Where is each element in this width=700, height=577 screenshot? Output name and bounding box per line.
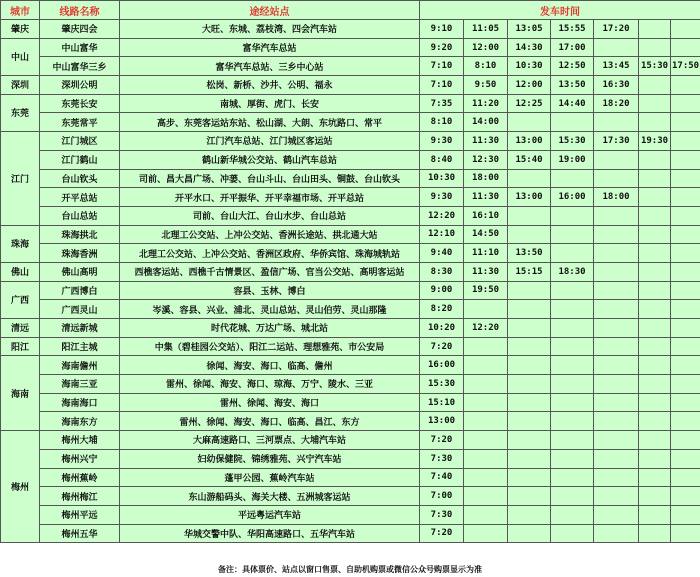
departure-time-cell	[639, 225, 671, 244]
departure-time-cell	[639, 337, 671, 356]
table-row	[1, 132, 700, 151]
departure-time-cell	[508, 300, 551, 319]
departure-time-cell: 8:10	[420, 113, 464, 132]
departure-time-cell: 7:20	[420, 524, 464, 543]
departure-time-cell	[671, 375, 700, 394]
route-cell: 广西灵山	[40, 300, 120, 319]
departure-time-cell: 15:30	[639, 57, 671, 76]
departure-time-cell	[551, 300, 594, 319]
stops-cell: 蓬甲公园、蕉岭汽车站	[120, 468, 420, 487]
city-cell: 广西	[1, 281, 40, 318]
route-cell: 梅州梅江	[40, 487, 120, 506]
departure-time-cell: 9:00	[420, 281, 464, 300]
departure-time-cell	[464, 505, 508, 524]
departure-time-cell	[594, 319, 639, 338]
departure-time-cell	[508, 524, 551, 543]
departure-time-cell	[639, 412, 671, 431]
departure-time-cell: 17:30	[594, 132, 639, 151]
city-cell: 江门	[1, 132, 40, 225]
stops-cell: 雷州、徐闻、海安、海口、琼海、万宁、陵水、三亚	[120, 375, 420, 394]
departure-time-cell	[594, 337, 639, 356]
departure-time-cell: 9:30	[420, 188, 464, 207]
departure-time-cell	[639, 38, 671, 57]
departure-time-cell	[594, 281, 639, 300]
departure-time-cell: 11:05	[464, 20, 508, 39]
departure-time-cell	[594, 206, 639, 225]
stops-cell: 大旺、东城、荔枝湾、四会汽车站	[120, 20, 420, 39]
departure-time-cell	[639, 281, 671, 300]
departure-time-cell: 10:30	[508, 57, 551, 76]
stops-cell: 北理工公交站、上冲公交站、香洲长途站、拱北通大站	[120, 225, 420, 244]
route-cell: 广西博白	[40, 281, 120, 300]
table-row	[1, 169, 700, 188]
stops-cell: 司前、台山大江、台山水步、台山总站	[120, 206, 420, 225]
city-cell: 海南	[1, 356, 40, 431]
route-cell: 深圳公明	[40, 76, 120, 95]
departure-time-cell: 10:30	[420, 169, 464, 188]
departure-time-cell	[671, 38, 700, 57]
departure-time-cell	[551, 524, 594, 543]
departure-time-cell: 9:30	[420, 132, 464, 151]
departure-time-cell: 16:30	[594, 76, 639, 95]
departure-time-cell	[639, 393, 671, 412]
departure-time-cell	[464, 412, 508, 431]
departure-time-cell	[551, 412, 594, 431]
departure-time-cell	[508, 412, 551, 431]
departure-time-cell: 7:35	[420, 94, 464, 113]
stops-cell: 中集（碧桂园公交站）、阳江二运站、理想雅苑、市公安局	[120, 337, 420, 356]
stops-cell: 富华汽车总站	[120, 38, 420, 57]
departure-time-cell	[671, 94, 700, 113]
departure-time-cell	[464, 487, 508, 506]
route-cell: 江门城区	[40, 132, 120, 151]
route-cell: 珠海香洲	[40, 244, 120, 263]
departure-time-cell: 14:40	[551, 94, 594, 113]
departure-time-cell	[551, 505, 594, 524]
departure-time-cell: 18:30	[551, 262, 594, 281]
departure-time-cell	[464, 431, 508, 450]
departure-time-cell	[551, 449, 594, 468]
city-cell: 深圳	[1, 76, 40, 95]
city-cell: 珠海	[1, 225, 40, 262]
departure-time-cell: 14:30	[508, 38, 551, 57]
departure-time-cell: 7:30	[420, 505, 464, 524]
stops-cell: 华城交警中队、华阳高速路口、五华汽车站	[120, 524, 420, 543]
stops-cell: 雷州、徐闻、海安、海口	[120, 393, 420, 412]
departure-time-cell: 13:50	[508, 244, 551, 263]
table-row	[1, 319, 700, 338]
departure-time-cell	[508, 375, 551, 394]
departure-time-cell	[639, 169, 671, 188]
departure-time-cell: 19:30	[639, 132, 671, 151]
departure-time-cell	[464, 468, 508, 487]
departure-time-cell	[671, 225, 700, 244]
footer-note: 备注：具体票价、站点以窗口售票、自助机购票或微信公众号购票显示为准	[0, 562, 700, 577]
departure-time-cell	[671, 169, 700, 188]
table-row	[1, 206, 700, 225]
stops-cell: 富华汽车总站、三乡中心站	[120, 57, 420, 76]
departure-time-cell	[551, 225, 594, 244]
departure-time-cell: 8:10	[464, 57, 508, 76]
header-row	[1, 1, 700, 20]
departure-time-cell: 12:50	[551, 57, 594, 76]
departure-time-cell	[508, 206, 551, 225]
departure-time-cell	[551, 206, 594, 225]
departure-time-cell	[671, 319, 700, 338]
departure-time-cell	[639, 375, 671, 394]
table-row	[1, 505, 700, 524]
departure-time-cell: 18:00	[464, 169, 508, 188]
departure-time-cell	[639, 319, 671, 338]
table-row	[1, 431, 700, 450]
departure-time-cell	[551, 356, 594, 375]
departure-time-cell	[671, 356, 700, 375]
departure-time-cell: 14:50	[464, 225, 508, 244]
departure-time-cell: 16:00	[420, 356, 464, 375]
route-cell: 中山富华	[40, 38, 120, 57]
departure-time-cell	[551, 337, 594, 356]
route-cell: 梅州平远	[40, 505, 120, 524]
departure-time-cell	[671, 449, 700, 468]
route-cell: 清远新城	[40, 319, 120, 338]
route-cell: 海南三亚	[40, 375, 120, 394]
departure-time-cell	[464, 356, 508, 375]
stops-cell: 时代花城、万达广场、城北站	[120, 319, 420, 338]
departure-time-cell: 12:00	[508, 76, 551, 95]
departure-time-cell	[594, 169, 639, 188]
table-row	[1, 113, 700, 132]
departure-time-cell: 7:20	[420, 337, 464, 356]
stops-cell: 雷州、徐闻、海安、海口、临高、昌江、东方	[120, 412, 420, 431]
city-cell: 肇庆	[1, 20, 40, 39]
table-row	[1, 225, 700, 244]
schedule-body	[1, 20, 700, 543]
stops-cell: 司前、昌大昌广场、冲蒌、台山斗山、台山田头、铜鼓、台山钦头	[120, 169, 420, 188]
departure-time-cell	[508, 487, 551, 506]
departure-time-cell	[639, 206, 671, 225]
departure-time-cell	[594, 244, 639, 263]
departure-time-cell: 7:00	[420, 487, 464, 506]
departure-time-cell	[594, 449, 639, 468]
departure-time-cell: 7:40	[420, 468, 464, 487]
city-cell: 佛山	[1, 262, 40, 281]
departure-time-cell	[508, 468, 551, 487]
route-cell: 珠海拱北	[40, 225, 120, 244]
departure-time-cell	[671, 393, 700, 412]
departure-time-cell	[594, 431, 639, 450]
departure-time-cell: 17:50	[671, 57, 700, 76]
departure-time-cell	[671, 487, 700, 506]
departure-time-cell	[551, 431, 594, 450]
departure-time-cell	[551, 169, 594, 188]
route-cell: 海南东方	[40, 412, 120, 431]
departure-time-cell	[594, 150, 639, 169]
route-cell: 肇庆四会	[40, 20, 120, 39]
departure-time-cell: 18:00	[594, 188, 639, 207]
route-cell: 梅州大埔	[40, 431, 120, 450]
departure-time-cell	[508, 505, 551, 524]
departure-time-cell: 13:45	[594, 57, 639, 76]
departure-time-cell	[639, 20, 671, 39]
departure-time-cell	[671, 431, 700, 450]
route-cell: 东莞长安	[40, 94, 120, 113]
route-cell: 台山钦头	[40, 169, 120, 188]
departure-time-cell: 16:00	[551, 188, 594, 207]
departure-time-cell: 13:00	[508, 132, 551, 151]
departure-time-cell: 11:10	[464, 244, 508, 263]
departure-time-cell: 8:20	[420, 300, 464, 319]
departure-time-cell	[671, 206, 700, 225]
departure-time-cell	[671, 505, 700, 524]
departure-time-cell: 7:10	[420, 57, 464, 76]
departure-time-cell: 12:20	[464, 319, 508, 338]
departure-time-cell: 11:20	[464, 94, 508, 113]
table-row	[1, 281, 700, 300]
header-route: 线路名称	[40, 1, 120, 20]
departure-time-cell: 12:00	[464, 38, 508, 57]
departure-time-cell	[551, 393, 594, 412]
route-cell: 东莞常平	[40, 113, 120, 132]
table-row	[1, 468, 700, 487]
table-row	[1, 20, 700, 39]
departure-time-cell	[508, 113, 551, 132]
stops-cell: 开平水口、开平振华、开平幸福市场、开平总站	[120, 188, 420, 207]
departure-time-cell: 15:15	[508, 262, 551, 281]
departure-time-cell	[639, 468, 671, 487]
table-row	[1, 57, 700, 76]
departure-time-cell: 8:30	[420, 262, 464, 281]
departure-time-cell	[464, 524, 508, 543]
stops-cell: 南城、厚街、虎门、长安	[120, 94, 420, 113]
table-row	[1, 487, 700, 506]
departure-time-cell	[551, 375, 594, 394]
stops-cell: 岑溪、容县、兴业、浦北、灵山总站、灵山伯劳、灵山那隆	[120, 300, 420, 319]
departure-time-cell	[639, 431, 671, 450]
departure-time-cell	[594, 300, 639, 319]
table-row	[1, 356, 700, 375]
departure-time-cell	[639, 262, 671, 281]
departure-time-cell	[508, 319, 551, 338]
departure-time-cell	[671, 300, 700, 319]
stops-cell: 平远粤运汽车站	[120, 505, 420, 524]
departure-time-cell	[594, 262, 639, 281]
departure-time-cell	[671, 524, 700, 543]
table-row	[1, 300, 700, 319]
departure-time-cell: 7:20	[420, 431, 464, 450]
departure-time-cell: 17:20	[594, 20, 639, 39]
departure-time-cell	[464, 337, 508, 356]
departure-time-cell	[464, 393, 508, 412]
header-times: 发车时间	[420, 1, 700, 20]
departure-time-cell	[508, 356, 551, 375]
stops-cell: 大麻高速路口、三河票点、大埔汽车站	[120, 431, 420, 450]
stops-cell: 鹤山新华城公交站、鹤山汽车总站	[120, 150, 420, 169]
departure-time-cell: 12:30	[464, 150, 508, 169]
departure-time-cell	[594, 412, 639, 431]
header-stops: 途经站点	[120, 1, 420, 20]
departure-time-cell: 15:10	[420, 393, 464, 412]
departure-time-cell	[594, 393, 639, 412]
departure-time-cell	[639, 505, 671, 524]
departure-time-cell: 13:00	[508, 188, 551, 207]
departure-time-cell	[639, 113, 671, 132]
departure-time-cell	[594, 468, 639, 487]
departure-time-cell	[594, 38, 639, 57]
stops-cell: 容县、玉林、博白	[120, 281, 420, 300]
departure-time-cell: 9:20	[420, 38, 464, 57]
departure-time-cell	[464, 375, 508, 394]
route-cell: 梅州蕉岭	[40, 468, 120, 487]
city-cell: 中山	[1, 38, 40, 75]
table-row	[1, 412, 700, 431]
departure-time-cell: 9:10	[420, 20, 464, 39]
departure-time-cell	[671, 468, 700, 487]
departure-time-cell: 15:55	[551, 20, 594, 39]
departure-time-cell: 13:05	[508, 20, 551, 39]
departure-time-cell	[594, 356, 639, 375]
departure-time-cell	[508, 449, 551, 468]
table-row	[1, 150, 700, 169]
departure-time-cell: 12:10	[420, 225, 464, 244]
city-cell: 梅州	[1, 431, 40, 543]
departure-time-cell	[508, 431, 551, 450]
departure-time-cell	[551, 281, 594, 300]
departure-time-cell	[639, 487, 671, 506]
table-row	[1, 524, 700, 543]
departure-time-cell	[671, 337, 700, 356]
departure-time-cell	[594, 505, 639, 524]
departure-time-cell	[594, 524, 639, 543]
table-row	[1, 94, 700, 113]
route-cell: 台山总站	[40, 206, 120, 225]
route-cell: 梅州五华	[40, 524, 120, 543]
city-cell: 东莞	[1, 94, 40, 131]
departure-time-cell: 13:00	[420, 412, 464, 431]
route-cell: 海南儋州	[40, 356, 120, 375]
departure-time-cell	[671, 188, 700, 207]
table-row	[1, 188, 700, 207]
departure-time-cell: 19:50	[464, 281, 508, 300]
departure-time-cell: 7:30	[420, 449, 464, 468]
departure-time-cell	[639, 150, 671, 169]
departure-time-cell: 10:20	[420, 319, 464, 338]
departure-time-cell	[639, 300, 671, 319]
departure-time-cell	[639, 524, 671, 543]
departure-time-cell: 7:10	[420, 76, 464, 95]
departure-time-cell: 15:30	[551, 132, 594, 151]
departure-time-cell: 11:30	[464, 262, 508, 281]
departure-time-cell	[508, 281, 551, 300]
table-row	[1, 244, 700, 263]
departure-time-cell	[508, 225, 551, 244]
departure-time-cell	[639, 449, 671, 468]
departure-time-cell: 12:20	[420, 206, 464, 225]
departure-time-cell	[671, 132, 700, 151]
stops-cell: 西樵客运站、西樵千古情景区、盈信广场、官当公交站、高明客运站	[120, 262, 420, 281]
departure-time-cell	[594, 113, 639, 132]
departure-time-cell	[671, 113, 700, 132]
departure-time-cell	[671, 262, 700, 281]
departure-time-cell: 12:25	[508, 94, 551, 113]
table-row	[1, 375, 700, 394]
stops-cell: 江门汽车总站、江门城区客运站	[120, 132, 420, 151]
departure-time-cell: 9:50	[464, 76, 508, 95]
stops-cell: 松岗、新桥、沙井、公明、福永	[120, 76, 420, 95]
route-cell: 海南海口	[40, 393, 120, 412]
departure-time-cell: 15:30	[420, 375, 464, 394]
departure-time-cell	[671, 76, 700, 95]
departure-time-cell	[594, 487, 639, 506]
departure-time-cell	[594, 375, 639, 394]
table-row	[1, 38, 700, 57]
departure-time-cell	[551, 113, 594, 132]
departure-time-cell: 18:20	[594, 94, 639, 113]
departure-time-cell	[671, 412, 700, 431]
departure-time-cell	[464, 300, 508, 319]
route-cell: 阳江主城	[40, 337, 120, 356]
table-row	[1, 393, 700, 412]
city-cell: 阳江	[1, 337, 40, 356]
stops-cell: 高步、东莞客运站东站、松山湖、大朗、东坑路口、常平	[120, 113, 420, 132]
departure-time-cell	[639, 94, 671, 113]
stops-cell: 徐闻、海安、海口、临高、儋州	[120, 356, 420, 375]
departure-time-cell	[639, 76, 671, 95]
stops-cell: 北理工公交站、上冲公交站、香洲区政府、华侨宾馆、珠海城轨站	[120, 244, 420, 263]
route-cell: 中山富华三乡	[40, 57, 120, 76]
departure-time-cell	[551, 468, 594, 487]
table-row	[1, 76, 700, 95]
departure-time-cell	[671, 244, 700, 263]
departure-time-cell: 19:00	[551, 150, 594, 169]
departure-time-cell: 14:00	[464, 113, 508, 132]
table-row	[1, 337, 700, 356]
departure-time-cell: 8:40	[420, 150, 464, 169]
route-cell: 佛山高明	[40, 262, 120, 281]
departure-time-cell	[639, 356, 671, 375]
table-row	[1, 262, 700, 281]
departure-time-cell: 13:50	[551, 76, 594, 95]
route-cell: 江门鹤山	[40, 150, 120, 169]
departure-time-cell	[594, 225, 639, 244]
departure-time-cell: 17:00	[551, 38, 594, 57]
departure-time-cell	[551, 244, 594, 263]
header-city: 城市	[1, 1, 40, 20]
route-cell: 梅州兴宁	[40, 449, 120, 468]
departure-time-cell	[671, 281, 700, 300]
departure-time-cell	[551, 487, 594, 506]
departure-time-cell: 15:40	[508, 150, 551, 169]
departure-time-cell	[551, 319, 594, 338]
departure-time-cell	[508, 393, 551, 412]
departure-time-cell: 11:30	[464, 188, 508, 207]
departure-time-cell: 11:30	[464, 132, 508, 151]
stops-cell: 妇幼保健院、锦绣雅苑、兴宁汽车站	[120, 449, 420, 468]
departure-time-cell: 9:40	[420, 244, 464, 263]
departure-time-cell	[508, 169, 551, 188]
departure-time-cell	[639, 244, 671, 263]
departure-time-cell	[508, 337, 551, 356]
departure-time-cell	[464, 449, 508, 468]
stops-cell: 东山游船码头、海关大楼、五洲城客运站	[120, 487, 420, 506]
route-cell: 开平总站	[40, 188, 120, 207]
table-row	[1, 449, 700, 468]
city-cell: 清远	[1, 319, 40, 338]
departure-time-cell: 16:10	[464, 206, 508, 225]
departure-time-cell	[671, 150, 700, 169]
departure-time-cell	[671, 20, 700, 39]
departure-time-cell	[639, 188, 671, 207]
